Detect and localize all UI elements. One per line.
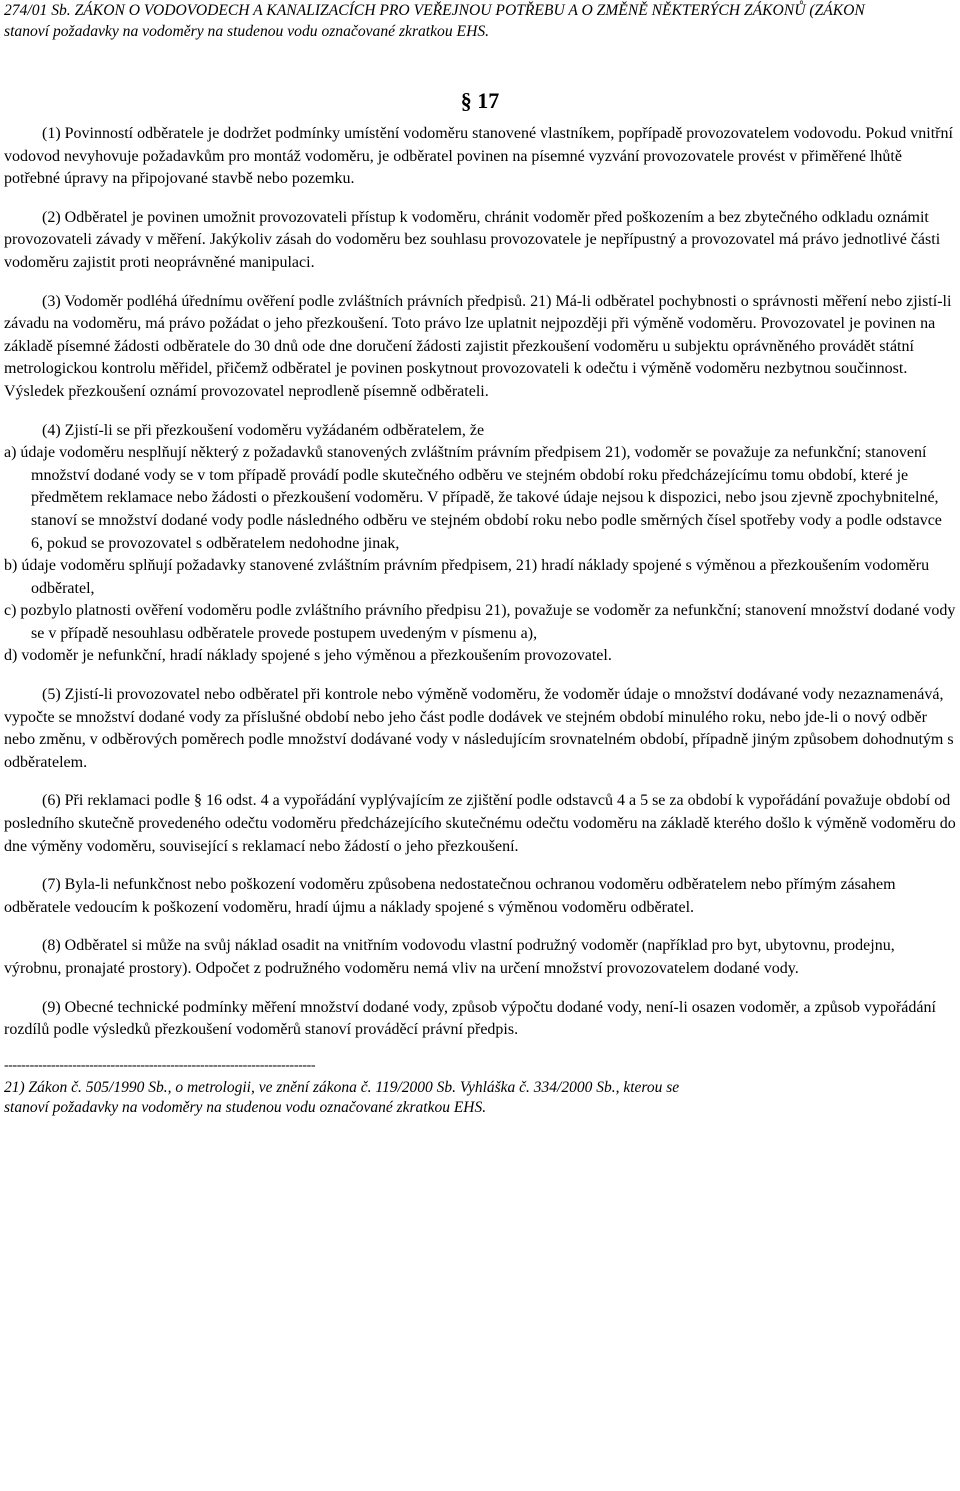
paragraph-4-intro: (4) Zjistí-li se při přezkoušení vodoměru vyžádaném odběratelem, že xyxy=(42,421,485,439)
footnote-line-2: stanoví požadavky na vodoměry na studenou vodu označované zkratkou EHS. xyxy=(4,1098,487,1116)
paragraph-3: (3) Vodoměr podléhá úřednímu ověření podle zvláštních právních předpisů. 21) Má-li odběratel pochybnosti o správnosti měření nebo zjistí-li závadu na vodoměru, má právo požádat o jeho přezkoušení. Toto právo lze uplatnit nejpozději při výměně vodoměru. Provozovatel je povinen na základě písemné žádosti odběratele do 30 dnů ode dne doručení žádosti zajistit přezkoušení vodoměru u subjektu oprávněného provádět státní metrologickou kontrolu měřidel, přičemž odběratel je povinen poskytnout provozovateli k odečtu i výměně vodoměru nezbytnou součinnost. Výsledek přezkoušení oznámí provozovatel neprodleně písemně odběrateli. xyxy=(4,292,952,400)
footnote-separator: ------------------------------------------------------------------------- xyxy=(4,1057,316,1073)
list-item-b: b) údaje vodoměru splňují požadavky stanovené zvláštním právním předpisem, 21) hradí náklady spojené s výměnou a přezkoušením vodoměru odběratel, xyxy=(4,557,930,597)
paragraph-7: (7) Byla-li nefunkčnost nebo poškození vodoměru způsobena nedostatečnou ochranou vodoměru odběratelem nebo přímým zásahem odběratele vedoucím k poškození vodoměru, hradí újmu a náklady spojené s výměnou vodoměru odběratel. xyxy=(4,876,896,916)
section-heading: § 17 xyxy=(460,88,500,113)
header-line-2: stanoví požadavky na vodoměry na studenou vodu označované zkratkou EHS. xyxy=(4,23,490,40)
header-line-1: 274/01 Sb. ZÁKON O VODOVODECH A KANALIZACÍCH PRO VEŘEJNOU POTŘEBU A O ZMĚNĚ NĚKTERÝCH ZÁKONŮ (ZÁKON xyxy=(4,2,865,19)
paragraph-5: (5) Zjistí-li provozovatel nebo odběratel při kontrole nebo výměně vodoměru, že vodoměr údaje o množství dodávané vody nezaznamenává, vypočte se množství dodané vody za příslušné období nebo jeho část podle dodávek ve stejném období minulého roku, nebo jde-li o nový odběr nebo změnu, v odběrových poměrech podle množství dodávané vody v následujícím srovnatelném období, případně jiným způsobem dohodnutým s odběratelem. xyxy=(4,686,954,771)
paragraph-4 xyxy=(4,420,956,669)
list-item-c: c) pozbylo platnosti ověření vodoměru podle zvláštního právního předpisu 21), považuje se vodoměr za nefunkční; stanovení množství dodané vody se v případě nesouhlasu odběratele provede postupem uvedeným v písmenu a), xyxy=(4,602,956,642)
paragraph-9: (9) Obecné technické podmínky měření množství dodané vody, způsob výpočtu dodané vody, není-li osazen vodoměr, a způsob vypořádání rozdílů podle výsledků přezkoušení vodoměrů stanoví prováděcí právní předpis. xyxy=(4,998,936,1039)
footnote xyxy=(4,1078,956,1118)
list-item-a: a) údaje vodoměru nesplňují některý z požadavků stanovených zvláštním právním předpisem 21), vodoměr se považuje za nefunkční; stanovení množství dodané vody se v tom případě provádí podle skutečného odběru ve stejném období roku předcházejícímu tomu období, které je předmětem reklamace nebo žádosti o přezkoušení vodoměru. V případě, že takové údaje nejsou k dispozici, nebo jsou zjevně zpochybnitelné, stanoví se množství dodané vody podle následného odběru ve stejném období roku nebo podle směrných čísel spotřeby vody a podle odstavce 6, pokud se provozovatel s odběratelem nedohodne jinak, xyxy=(4,444,942,552)
paragraph-2: (2) Odběratel je povinen umožnit provozovateli přístup k vodoměru, chránit vodoměr před poškozením a bez zbytečného odkladu oznámit provozovateli závady v měření. Jakýkoliv zásah do vodoměru bez souhlasu provozovatele je nepřípustný a provozovatel má právo jednotlivé části vodoměru zajistit proti neoprávněné manipulaci. xyxy=(4,208,941,271)
paragraph-6: (6) Při reklamaci podle § 16 odst. 4 a vypořádání vyplývajícím ze zjištění podle odstavců 4 a 5 se za období k vypořádání považuje období od posledního skutečně provedeného odečtu vodoměru předcházejícího skutečnému odečtu vodoměru na základě kterého došlo k výměně vodoměru do dne výměny vodoměru, související s reklamací nebo žádostí o jeho přezkoušení. xyxy=(4,792,956,855)
paragraph-1: (1) Povinností odběratele je dodržet podmínky umístění vodoměru stanovené vlastníkem, popřípadě provozovatelem vodovodu. Pokud vnitřní vodovod nevyhovuje požadavkům pro montáž vodoměru, je odběratel povinen na písemné vyzvání provozovatele provést v přiměřené lhůtě potřebné úpravy na připojované stavbě nebo pozemku. xyxy=(4,125,953,188)
paragraph-8: (8) Odběratel si může na svůj náklad osadit na vnitřním vodovodu vlastní podružný vodoměr (například pro byt, ubytovnu, prodejnu, výrobnu, pronajaté prostory). Odpočet z podružného vodoměru nemá vliv na určení množství provozovatelem dodané vody. xyxy=(4,937,895,977)
footnote-line-1: 21) Zákon č. 505/1990 Sb., o metrologii, ve znění zákona č. 119/2000 Sb. Vyhláška č. 334/2000 Sb., kterou se xyxy=(4,1078,680,1096)
list-item-d: d) vodoměr je nefunkční, hradí náklady spojené s jeho výměnou a přezkoušením provozovatel. xyxy=(4,647,612,665)
running-header xyxy=(4,0,956,42)
